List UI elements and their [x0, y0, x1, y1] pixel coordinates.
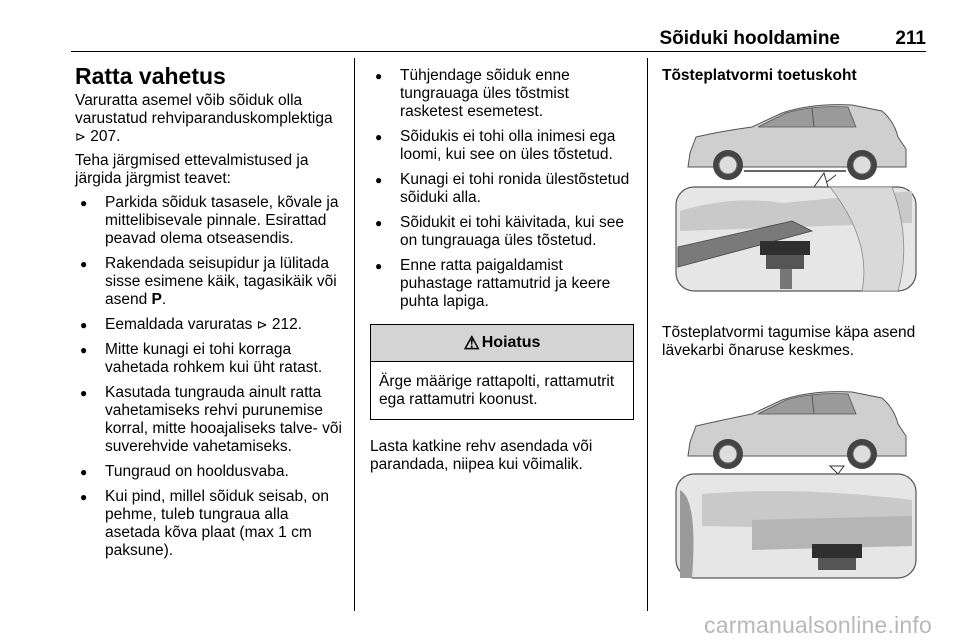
bullet-icon: ●: [375, 173, 383, 187]
reference-arrow-icon: ⊳: [75, 129, 86, 144]
bullet-icon: ●: [80, 257, 88, 271]
lift-point-figure-1: [662, 91, 932, 303]
warning-box: [370, 324, 634, 420]
chapter-title: Sõiduki hooldamine: [659, 28, 840, 49]
page-number: 211: [895, 28, 926, 49]
bullet-icon: ●: [80, 318, 88, 332]
car-illustration: [688, 105, 906, 180]
page-reference[interactable]: ⊳ 212.: [256, 316, 303, 333]
warning-text: Ärge määrige rattapolti, rattamutrit ega rattamutri koonust.: [379, 373, 615, 408]
bullet-icon: ●: [375, 130, 383, 144]
list-item: ● Tungraud on hooldusvaba.: [80, 463, 289, 480]
list-item: ● Kunagi ei tohi ronida ülestõstetud sõiduki alla.: [375, 171, 630, 206]
subsection-heading: Tõsteplatvormi toetuskoht: [662, 67, 857, 84]
list-item: ● Sõidukis ei tohi olla inimesi ega loomi, kui see on üles tõstetud.: [375, 128, 616, 163]
list-item: ● Eemaldada varuratas ⊳ 212.: [80, 316, 303, 333]
detail-inset: [676, 187, 916, 291]
list-item: ● Sõidukit ei tohi käivitada, kui see on tungrauaga üles tõstetud.: [375, 214, 625, 249]
detail-inset: [676, 474, 916, 578]
header-rule: [71, 51, 926, 52]
watermark: carmanualsonline.info: [704, 612, 932, 638]
prep-paragraph: Teha järgmised ettevalmistused ja järgida järgmist teavet:: [75, 152, 309, 187]
list-item: ● Parkida sõiduk tasasele, kõvale ja mittelibisevale pinnale. Esirattad peavad olema otseasendis.: [80, 194, 339, 247]
intro-paragraph: Varuratta asemel võib sõiduk olla varustatud rehviparanduskomplektiga ⊳ 207.: [75, 92, 333, 145]
bullet-icon: ●: [80, 343, 88, 357]
list-item: ● Rakendada seisupidur ja lülitada sisse esimene käik, tagasikäik või asend P.: [80, 255, 337, 308]
lift-point-figure-2: [662, 370, 932, 582]
column-3: [662, 67, 934, 587]
column-2: [370, 67, 634, 480]
reference-arrow-icon: ⊳: [256, 317, 268, 332]
column-divider-1: [354, 58, 355, 611]
warning-header: [371, 325, 633, 362]
bullet-icon: ●: [80, 490, 88, 504]
column-divider-2: [647, 58, 648, 611]
bullet-icon: ●: [80, 465, 88, 479]
page-header: [71, 26, 926, 52]
list-item: ● Kasutada tungrauda ainult ratta vahetamiseks rehvi purunemise korral, mitte hooajaliseks talve- või suverehvide vahetamiseks.: [80, 384, 342, 455]
warning-label: Hoiatus: [481, 334, 541, 351]
list-item: ● Tühjendage sõiduk enne tungrauaga üles tõstmist rasketest esemetest.: [375, 67, 570, 120]
list-item: ● Kui pind, millel sõiduk seisab, on pehme, tuleb tungraua alla asetada kõva plaat (max 1 cm paksune).: [80, 488, 330, 559]
bullet-list: [370, 67, 634, 311]
list-item: ● Enne ratta paigaldamist puhastage rattamutrid ja keere puhta lapiga.: [375, 257, 611, 310]
column-1: [75, 62, 345, 567]
gear-position: P: [151, 291, 162, 308]
after-paragraph: Lasta katkine rehv asendada või parandada, niipea kui võimalik.: [370, 438, 593, 473]
bullet-icon: ●: [80, 196, 88, 210]
page-reference[interactable]: ⊳ 207.: [75, 128, 121, 145]
section-title: Ratta vahetus: [75, 63, 226, 89]
bullet-icon: ●: [375, 216, 383, 230]
bullet-icon: ●: [375, 259, 383, 273]
warning-triangle-icon: ⚠: [463, 333, 480, 353]
bullet-list: [75, 194, 345, 560]
car-illustration: [688, 392, 906, 469]
lift-point-marker: [830, 466, 844, 474]
figure-caption: Tõsteplatvormi tagumise käpa asend lävekarbi õnaruse keskmes.: [662, 324, 916, 359]
bullet-icon: ●: [80, 386, 88, 400]
list-item: ● Mitte kunagi ei tohi korraga vahetada rohkem kui üht ratast.: [80, 341, 323, 376]
lift-point-marker: [814, 173, 836, 187]
bullet-icon: ●: [375, 69, 383, 83]
